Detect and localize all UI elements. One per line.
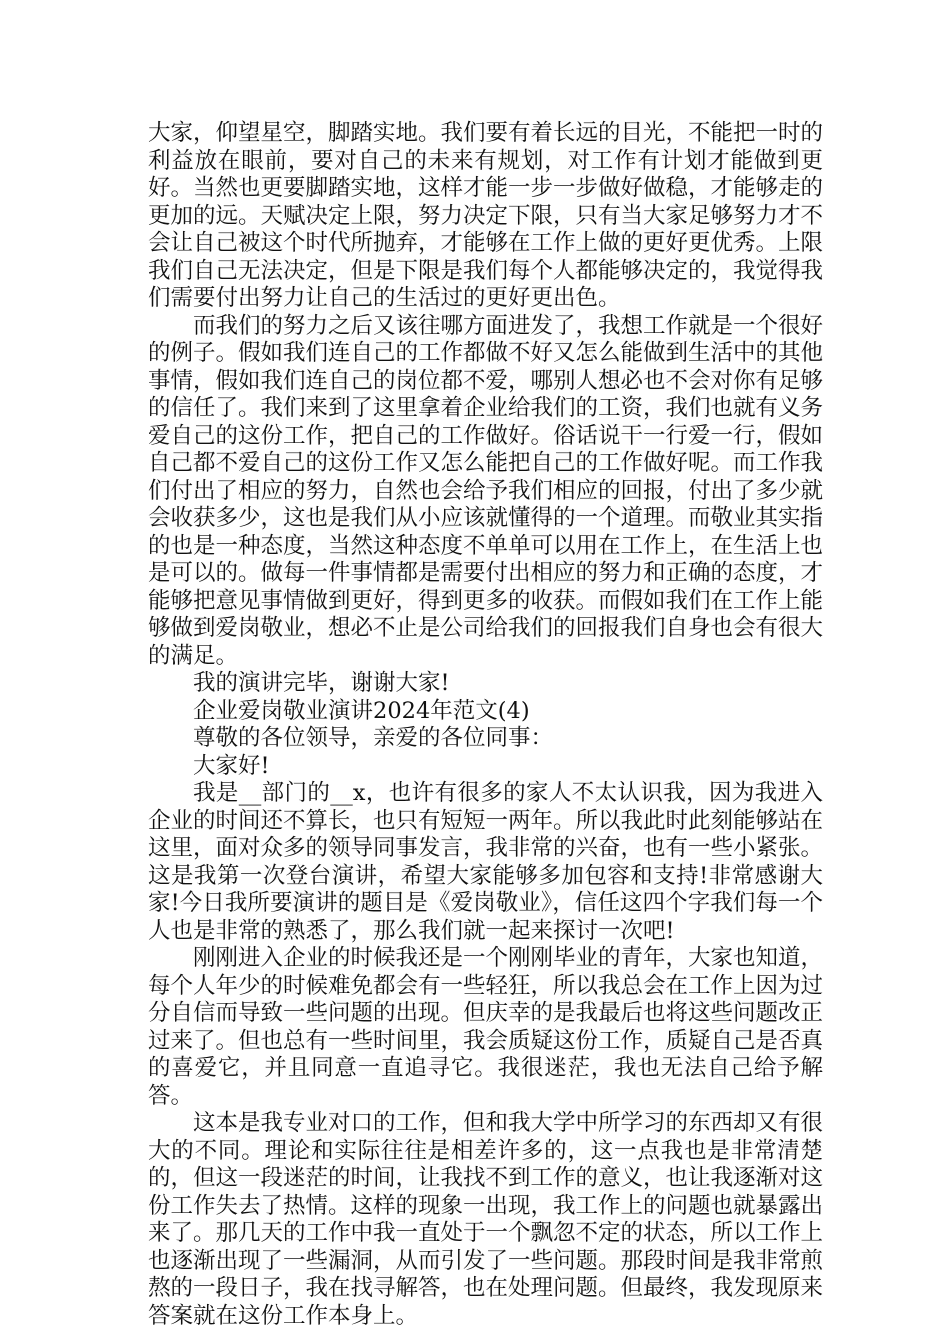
closing-line: 我的演讲完毕，谢谢大家! xyxy=(193,670,450,696)
paragraph-3: 我是__部门的__x，也许有很多的家人不太认识我，因为我进入企业的时间还不算长，也只有短短一两年。所以我此时此刻能够站在这里，面对众多的领导同事发言，我非常的兴奋，也有一些小紧张。这是我第一次登台演讲，希望大家能够多加包容和支持!非常感谢大家!今日我所要演讲的题目是《爱岗敬业》，信任这四个字我们每一个人也是非常的熟悉了，那么我们就一起来探讨一次吧! xyxy=(148,780,824,944)
section-title: 企业爱岗敬业演讲2024年范文(4) xyxy=(193,697,530,724)
greeting: 大家好! xyxy=(193,752,270,779)
paragraph-5: 这本是我专业对口的工作，但和我大学中所学习的东西却又有很大的不同。理论和实际往往是相差许多的，这一点我也是非常清楚的，但这一段迷茫的时间，让我找不到工作的意义，也让我逐渐对这份工作失去了热情。这样的现象一出现，我工作上的问题也就暴露出来了。那几天的工作中我一直处于一个飘忽不定的状态，所以工作上也逐渐出现了一些漏洞，从而引发了一些问题。那段时间是我非常煎熬的一段日子，我在找寻解答，也在处理问题。但最终，我发现原来答案就在这份工作本身上。 xyxy=(148,1110,824,1329)
salutation: 尊敬的各位领导，亲爱的各位同事： xyxy=(193,725,554,751)
paragraph-4: 刚刚进入企业的时候我还是一个刚刚毕业的青年，大家也知道，每个人年少的时候难免都会有一些轻狂，所以我总会在工作上因为过分自信而导致一些问题的出现。但庆幸的是我最后也将这些问题改正过来了。但也总有一些时间里，我会质疑这份工作，质疑自己是否真的喜爱它，并且同意一直追寻它。我很迷茫，我也无法自己给予解答。 xyxy=(148,945,824,1109)
paragraph-1: 大家，仰望星空，脚踏实地。我们要有着长远的目光，不能把一时的利益放在眼前，要对自己的未来有规划，对工作有计划才能做到更好。当然也更要脚踏实地，这样才能一步一步做好做稳，才能够走的更加的远。天赋决定上限，努力决定下限，只有当大家足够努力才不会让自己被这个时代所抛弃，才能够在工作上做的更好更优秀。上限我们自己无法决定，但是下限是我们每个人都能够决定的，我觉得我们需要付出努力让自己的生活过的更好更出色。 xyxy=(148,120,824,311)
paragraph-2: 而我们的努力之后又该往哪方面进发了，我想工作就是一个很好的例子。假如我们连自己的工作都做不好又怎么能做到生活中的其他事情，假如我们连自己的岗位都不爱，哪别人想必也不会对你有足够的信任了。我们来到了这里拿着企业给我们的工资，我们也就有义务爱自己的这份工作，把自己的工作做好。俗话说干一行爱一行，假如自己都不爱自己的这份工作又怎么能把自己的工作做好呢。而工作我们付出了相应的努力，自然也会给予我们相应的回报，付出了多少就会收获多少，这也是我们从小应该就懂得的一个道理。而敬业其实指的也是一种态度，当然这种态度不单单可以用在工作上，在生活上也是可以的。做每一件事情都是需要付出相应的努力和正确的态度，才能够把意见事情做到更好，得到更多的收获。而假如我们在工作上能够做到爱岗敬业，想必不止是公司给我们的回报我们自身也会有很大的满足。 xyxy=(148,312,824,669)
document-page xyxy=(148,120,823,1330)
